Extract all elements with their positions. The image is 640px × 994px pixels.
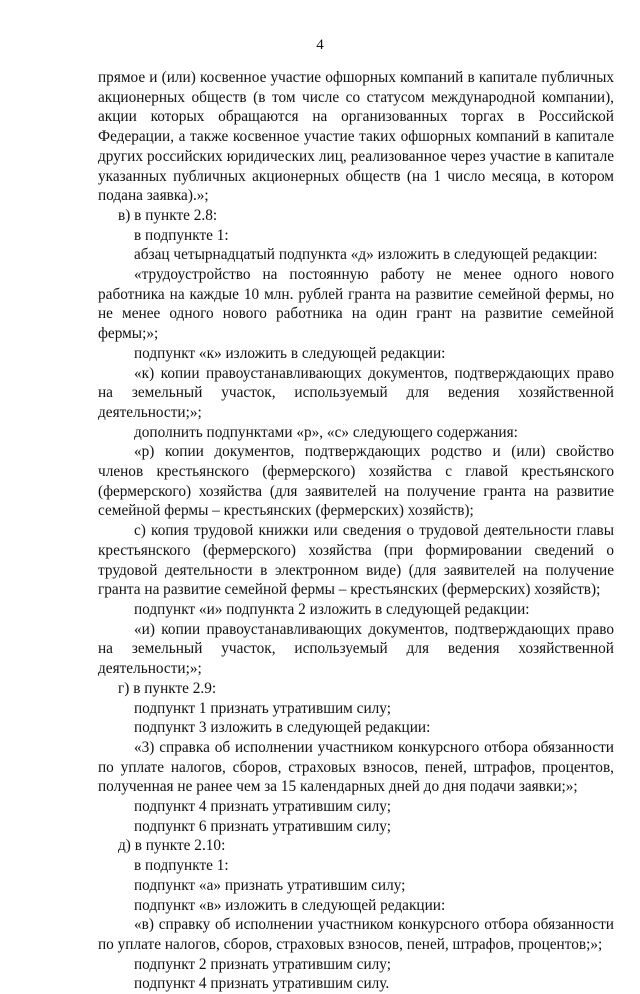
paragraph: подпункт 1 признать утратившим силу; [134, 699, 391, 717]
paragraph: г) в пункте 2.9: [118, 679, 217, 697]
paragraph: «3) справка об исполнении участником конкурсного отбора обязанности по уплате налогов, сборов, страховых взносов, пеней, штрафов, процентов, полученная не ранее чем за 15 календарных дней до дня подачи заявки;»; [98, 738, 614, 796]
paragraph: подпункт 2 признать утратившим силу; [134, 955, 391, 973]
paragraph: подпункт 6 признать утратившим силу; [134, 817, 391, 835]
document-body [98, 68, 614, 994]
paragraph: «в) справку об исполнении участником конкурсного отбора обязанности по уплате налогов, сборов, страховых взносов, пеней, штрафов, процентов;»; [98, 916, 614, 953]
paragraph: подпункт «в» изложить в следующей редакции: [134, 896, 446, 914]
paragraph: д) в пункте 2.10: [118, 837, 226, 855]
paragraph: подпункт 3 изложить в следующей редакции: [134, 719, 431, 737]
paragraph: подпункт «к» изложить в следующей редакции: [134, 344, 446, 362]
paragraph: прямое и (или) косвенное участие офшорных компаний в капитале публичных акционерных обществ (в том числе со статусом международной компании), акции которых обращаются на организованных торгах в Российской Федерации, а также косвенное участие таких офшорных компаний в капитале других российских юридических лиц, реализованное через участие в капитале указанных публичных акционерных обществ (на 1 число месяца, в котором подана заявка).»; [98, 69, 614, 205]
page-number: 4 [316, 37, 324, 53]
paragraph: в подпункте 1: [134, 857, 229, 875]
paragraph: «и) копии правоустанавливающих документов, подтверждающих право на земельный участок, используемый для ведения хозяйственной деятельности;»; [98, 620, 614, 678]
paragraph: абзац четырнадцатый подпункта «д» изложить в следующей редакции: [134, 246, 598, 264]
paragraph: «р) копии документов, подтверждающих родство и (или) свойство членов крестьянского (фермерского) хозяйства с главой крестьянского (фермерского) хозяйства (для заявителей на получение гранта на развитие семейной фермы – крестьянских (фермерских) хозяйств); [98, 443, 614, 520]
paragraph: подпункт «и» подпункта 2 изложить в следующей редакции: [134, 600, 530, 618]
paragraph: «к) копии правоустанавливающих документов, подтверждающих право на земельный участок, используемый для ведения хозяйственной деятельности;»; [98, 364, 614, 421]
paragraph: в подпункте 1: [134, 226, 229, 244]
paragraph: подпункт 4 признать утратившим силу. [134, 975, 390, 993]
paragraph: подпункт 4 признать утратившим силу; [134, 798, 391, 816]
paragraph: с) копия трудовой книжки или сведения о трудовой деятельности главы крестьянского (фермерского) хозяйства (при формировании сведений о трудовой деятельности в электронном виде) (для заявителей на получение гранта на развитие семейной фермы – крестьянских (фермерских) хозяйств); [98, 522, 614, 599]
paragraph: дополнить подпунктами «р», «с» следующего содержания: [134, 423, 518, 441]
paragraph: в) в пункте 2.8: [118, 206, 218, 224]
paragraph: «трудоустройство на постоянную работу не менее одного нового работника на каждые 10 млн. рублей гранта на развитие семейной фермы, но не менее одного нового работника на один грант на развитие семейной фермы;»; [98, 266, 614, 343]
paragraph: подпункт «а» признать утратившим силу; [134, 876, 406, 894]
